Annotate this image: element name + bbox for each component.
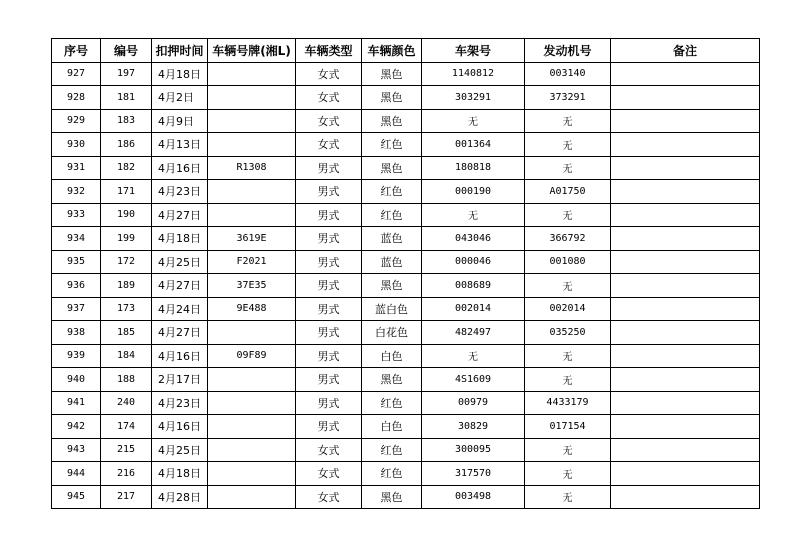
type-cell: 男式 xyxy=(296,344,362,368)
remark-cell xyxy=(611,415,760,439)
seize-date-cell: 4月25日 xyxy=(152,438,208,462)
vehicle-seizure-table xyxy=(51,38,760,509)
seq-cell: 932 xyxy=(52,180,101,204)
table-row xyxy=(52,62,760,86)
seize-date-cell: 4月2日 xyxy=(152,86,208,110)
header-seq: 序号 xyxy=(52,39,101,63)
frame-no-cell: 30829 xyxy=(422,415,525,439)
frame-no-cell: 003498 xyxy=(422,485,525,509)
frame-no-cell: 043046 xyxy=(422,227,525,251)
engine-no-cell: 无 xyxy=(525,485,611,509)
seq-cell: 943 xyxy=(52,438,101,462)
plate-cell xyxy=(208,203,296,227)
color-cell: 蓝色 xyxy=(362,227,422,251)
remark-cell xyxy=(611,274,760,298)
seize-date-cell: 4月28日 xyxy=(152,485,208,509)
seize-date-cell: 4月18日 xyxy=(152,62,208,86)
header-engine-no: 发动机号 xyxy=(525,39,611,63)
frame-no-cell: 1140812 xyxy=(422,62,525,86)
plate-cell xyxy=(208,462,296,486)
plate-cell xyxy=(208,180,296,204)
engine-no-cell: A01750 xyxy=(525,180,611,204)
color-cell: 红色 xyxy=(362,391,422,415)
seq-cell: 935 xyxy=(52,250,101,274)
code-cell: 186 xyxy=(101,133,152,157)
seize-date-cell: 4月9日 xyxy=(152,109,208,133)
engine-no-cell: 无 xyxy=(525,344,611,368)
plate-cell: 37E35 xyxy=(208,274,296,298)
seq-cell: 928 xyxy=(52,86,101,110)
engine-no-cell: 017154 xyxy=(525,415,611,439)
type-cell: 女式 xyxy=(296,109,362,133)
engine-no-cell: 无 xyxy=(525,462,611,486)
engine-no-cell: 无 xyxy=(525,133,611,157)
engine-no-cell: 无 xyxy=(525,156,611,180)
seize-date-cell: 4月16日 xyxy=(152,344,208,368)
table-body xyxy=(52,62,760,509)
code-cell: 183 xyxy=(101,109,152,133)
seize-date-cell: 4月23日 xyxy=(152,391,208,415)
table-row xyxy=(52,250,760,274)
seq-cell: 942 xyxy=(52,415,101,439)
plate-cell xyxy=(208,321,296,345)
table-row xyxy=(52,321,760,345)
header-seize-date: 扣押时间 xyxy=(152,39,208,63)
frame-no-cell: 000190 xyxy=(422,180,525,204)
remark-cell xyxy=(611,62,760,86)
code-cell: 185 xyxy=(101,321,152,345)
frame-no-cell: 无 xyxy=(422,109,525,133)
remark-cell xyxy=(611,485,760,509)
remark-cell xyxy=(611,203,760,227)
color-cell: 红色 xyxy=(362,462,422,486)
frame-no-cell: 00979 xyxy=(422,391,525,415)
color-cell: 黑色 xyxy=(362,485,422,509)
color-cell: 红色 xyxy=(362,180,422,204)
header-frame-no: 车架号 xyxy=(422,39,525,63)
type-cell: 男式 xyxy=(296,274,362,298)
type-cell: 男式 xyxy=(296,321,362,345)
remark-cell xyxy=(611,321,760,345)
type-cell: 男式 xyxy=(296,368,362,392)
remark-cell xyxy=(611,227,760,251)
plate-cell xyxy=(208,109,296,133)
frame-no-cell: 008689 xyxy=(422,274,525,298)
color-cell: 红色 xyxy=(362,203,422,227)
table-row xyxy=(52,203,760,227)
table-row xyxy=(52,180,760,204)
remark-cell xyxy=(611,344,760,368)
table-row xyxy=(52,86,760,110)
engine-no-cell: 035250 xyxy=(525,321,611,345)
frame-no-cell: 002014 xyxy=(422,297,525,321)
seize-date-cell: 4月13日 xyxy=(152,133,208,157)
remark-cell xyxy=(611,368,760,392)
type-cell: 女式 xyxy=(296,133,362,157)
plate-cell: 09F89 xyxy=(208,344,296,368)
table-row xyxy=(52,133,760,157)
type-cell: 男式 xyxy=(296,227,362,251)
code-cell: 174 xyxy=(101,415,152,439)
seq-cell: 940 xyxy=(52,368,101,392)
seize-date-cell: 4月27日 xyxy=(152,321,208,345)
frame-no-cell: 无 xyxy=(422,203,525,227)
color-cell: 蓝白色 xyxy=(362,297,422,321)
seq-cell: 941 xyxy=(52,391,101,415)
color-cell: 红色 xyxy=(362,438,422,462)
frame-no-cell: 482497 xyxy=(422,321,525,345)
seq-cell: 927 xyxy=(52,62,101,86)
type-cell: 女式 xyxy=(296,86,362,110)
engine-no-cell: 003140 xyxy=(525,62,611,86)
engine-no-cell: 001080 xyxy=(525,250,611,274)
seq-cell: 944 xyxy=(52,462,101,486)
table-row xyxy=(52,109,760,133)
plate-cell xyxy=(208,415,296,439)
code-cell: 173 xyxy=(101,297,152,321)
code-cell: 184 xyxy=(101,344,152,368)
table-row xyxy=(52,438,760,462)
frame-no-cell: 无 xyxy=(422,344,525,368)
type-cell: 男式 xyxy=(296,297,362,321)
header-color: 车辆颜色 xyxy=(362,39,422,63)
table-row xyxy=(52,344,760,368)
table-row xyxy=(52,227,760,251)
frame-no-cell: 317570 xyxy=(422,462,525,486)
engine-no-cell: 无 xyxy=(525,109,611,133)
plate-cell xyxy=(208,62,296,86)
seize-date-cell: 4月23日 xyxy=(152,180,208,204)
table-row xyxy=(52,274,760,298)
seize-date-cell: 4月16日 xyxy=(152,156,208,180)
frame-no-cell: 300095 xyxy=(422,438,525,462)
color-cell: 红色 xyxy=(362,133,422,157)
seize-date-cell: 2月17日 xyxy=(152,368,208,392)
table-row xyxy=(52,415,760,439)
type-cell: 男式 xyxy=(296,180,362,204)
engine-no-cell: 4433179 xyxy=(525,391,611,415)
code-cell: 181 xyxy=(101,86,152,110)
type-cell: 男式 xyxy=(296,203,362,227)
seq-cell: 936 xyxy=(52,274,101,298)
header-code: 编号 xyxy=(101,39,152,63)
color-cell: 白色 xyxy=(362,415,422,439)
seq-cell: 938 xyxy=(52,321,101,345)
remark-cell xyxy=(611,156,760,180)
seq-cell: 930 xyxy=(52,133,101,157)
type-cell: 女式 xyxy=(296,438,362,462)
plate-cell xyxy=(208,438,296,462)
type-cell: 女式 xyxy=(296,462,362,486)
code-cell: 188 xyxy=(101,368,152,392)
frame-no-cell: 000046 xyxy=(422,250,525,274)
seize-date-cell: 4月27日 xyxy=(152,274,208,298)
seq-cell: 931 xyxy=(52,156,101,180)
remark-cell xyxy=(611,297,760,321)
type-cell: 男式 xyxy=(296,250,362,274)
seq-cell: 934 xyxy=(52,227,101,251)
frame-no-cell: 180818 xyxy=(422,156,525,180)
code-cell: 197 xyxy=(101,62,152,86)
seq-cell: 933 xyxy=(52,203,101,227)
plate-cell xyxy=(208,485,296,509)
color-cell: 黑色 xyxy=(362,62,422,86)
code-cell: 217 xyxy=(101,485,152,509)
table-row xyxy=(52,297,760,321)
engine-no-cell: 373291 xyxy=(525,86,611,110)
code-cell: 215 xyxy=(101,438,152,462)
engine-no-cell: 366792 xyxy=(525,227,611,251)
remark-cell xyxy=(611,180,760,204)
engine-no-cell: 002014 xyxy=(525,297,611,321)
frame-no-cell: 001364 xyxy=(422,133,525,157)
table-row xyxy=(52,368,760,392)
color-cell: 白花色 xyxy=(362,321,422,345)
plate-cell xyxy=(208,86,296,110)
engine-no-cell: 无 xyxy=(525,368,611,392)
engine-no-cell: 无 xyxy=(525,274,611,298)
seq-cell: 929 xyxy=(52,109,101,133)
remark-cell xyxy=(611,250,760,274)
code-cell: 216 xyxy=(101,462,152,486)
table-row xyxy=(52,391,760,415)
code-cell: 171 xyxy=(101,180,152,204)
table-row xyxy=(52,462,760,486)
plate-cell: 9E488 xyxy=(208,297,296,321)
code-cell: 172 xyxy=(101,250,152,274)
remark-cell xyxy=(611,109,760,133)
code-cell: 189 xyxy=(101,274,152,298)
header-remark: 备注 xyxy=(611,39,760,63)
plate-cell xyxy=(208,368,296,392)
color-cell: 黑色 xyxy=(362,274,422,298)
remark-cell xyxy=(611,133,760,157)
seize-date-cell: 4月27日 xyxy=(152,203,208,227)
color-cell: 黑色 xyxy=(362,109,422,133)
type-cell: 女式 xyxy=(296,62,362,86)
plate-cell: 3619E xyxy=(208,227,296,251)
code-cell: 190 xyxy=(101,203,152,227)
engine-no-cell: 无 xyxy=(525,438,611,462)
code-cell: 240 xyxy=(101,391,152,415)
seq-cell: 939 xyxy=(52,344,101,368)
color-cell: 白色 xyxy=(362,344,422,368)
header-plate: 车辆号牌(湘L) xyxy=(208,39,296,63)
header-row xyxy=(52,39,760,63)
color-cell: 蓝色 xyxy=(362,250,422,274)
header-type: 车辆类型 xyxy=(296,39,362,63)
type-cell: 男式 xyxy=(296,156,362,180)
remark-cell xyxy=(611,86,760,110)
remark-cell xyxy=(611,391,760,415)
seize-date-cell: 4月16日 xyxy=(152,415,208,439)
seq-cell: 937 xyxy=(52,297,101,321)
remark-cell xyxy=(611,438,760,462)
frame-no-cell: 303291 xyxy=(422,86,525,110)
remark-cell xyxy=(611,462,760,486)
plate-cell xyxy=(208,133,296,157)
color-cell: 黑色 xyxy=(362,86,422,110)
type-cell: 男式 xyxy=(296,415,362,439)
code-cell: 199 xyxy=(101,227,152,251)
color-cell: 黑色 xyxy=(362,368,422,392)
type-cell: 女式 xyxy=(296,485,362,509)
seize-date-cell: 4月24日 xyxy=(152,297,208,321)
seize-date-cell: 4月18日 xyxy=(152,227,208,251)
engine-no-cell: 无 xyxy=(525,203,611,227)
seq-cell: 945 xyxy=(52,485,101,509)
seize-date-cell: 4月25日 xyxy=(152,250,208,274)
color-cell: 黑色 xyxy=(362,156,422,180)
seize-date-cell: 4月18日 xyxy=(152,462,208,486)
plate-cell: F2021 xyxy=(208,250,296,274)
plate-cell: R1308 xyxy=(208,156,296,180)
code-cell: 182 xyxy=(101,156,152,180)
frame-no-cell: 4S1609 xyxy=(422,368,525,392)
plate-cell xyxy=(208,391,296,415)
table-row xyxy=(52,485,760,509)
table-row xyxy=(52,156,760,180)
type-cell: 男式 xyxy=(296,391,362,415)
